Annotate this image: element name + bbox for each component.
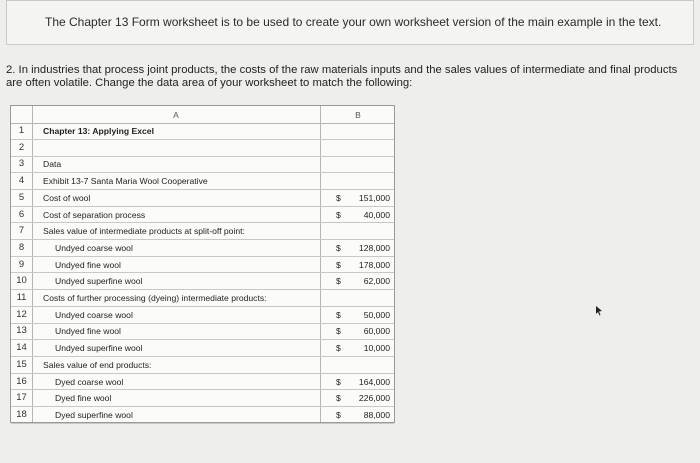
row-number[interactable]: 4 <box>18 175 25 187</box>
cell-a[interactable]: Sales value of end products: <box>43 359 152 370</box>
spreadsheet-row <box>11 273 394 290</box>
row-number[interactable]: 15 <box>16 358 27 370</box>
spreadsheet-row <box>11 257 394 274</box>
row-number[interactable]: 17 <box>16 392 27 404</box>
cell-a[interactable]: Data <box>43 159 62 170</box>
currency-symbol: $ <box>336 393 341 404</box>
cell-b[interactable]: 10,000 <box>363 343 390 354</box>
row-number[interactable]: 16 <box>16 375 27 387</box>
column-header-row <box>11 106 394 124</box>
row-number[interactable]: 9 <box>18 258 25 270</box>
cell-a[interactable]: Cost of wool <box>43 192 91 203</box>
cell-a[interactable]: Undyed fine wool <box>55 259 121 270</box>
row-number[interactable]: 1 <box>18 125 25 136</box>
cell-a[interactable]: Sales value of intermediate products at split-off point: <box>43 226 245 237</box>
cell-b[interactable]: 164,000 <box>358 376 390 387</box>
row-number[interactable]: 7 <box>18 225 25 237</box>
cell-a[interactable]: Chapter 13: Applying Excel <box>43 126 154 136</box>
spreadsheet-row <box>11 323 394 340</box>
spreadsheet-row <box>11 207 394 224</box>
cell-b[interactable]: 151,000 <box>358 192 390 203</box>
row-number[interactable]: 8 <box>18 241 25 253</box>
spreadsheet-row <box>11 307 394 324</box>
cell-a[interactable]: Dyed fine wool <box>55 393 112 404</box>
cell-b[interactable]: 226,000 <box>358 393 390 404</box>
row-number[interactable]: 6 <box>18 208 25 220</box>
question-line-2: are often volatile. Change the data area of your worksheet to match the following: <box>6 76 413 89</box>
currency-symbol: $ <box>336 192 341 203</box>
spreadsheet-row <box>11 357 394 374</box>
column-header-a[interactable]: A <box>173 109 179 120</box>
cell-a[interactable]: Dyed coarse wool <box>55 376 124 387</box>
cell-a[interactable]: Cost of separation process <box>43 209 146 220</box>
row-number[interactable]: 5 <box>18 191 25 203</box>
question-line-1: 2. In industries that process joint products, the costs of the raw materials inputs and the sales values of intermediate and final products <box>6 64 678 76</box>
currency-symbol: $ <box>336 409 341 420</box>
select-all-corner[interactable] <box>11 106 33 123</box>
currency-symbol: $ <box>336 242 341 253</box>
cell-a[interactable]: Undyed fine wool <box>55 326 121 337</box>
spreadsheet-row <box>11 123 394 140</box>
cell-a[interactable]: Dyed superfine wool <box>55 409 133 420</box>
spreadsheet-row <box>11 173 394 190</box>
cell-a[interactable]: Undyed coarse wool <box>55 242 133 253</box>
currency-symbol: $ <box>336 343 341 354</box>
row-number[interactable]: 12 <box>16 308 27 320</box>
currency-symbol: $ <box>336 326 341 337</box>
spreadsheet <box>10 105 395 423</box>
cell-b[interactable]: 50,000 <box>363 309 390 320</box>
spreadsheet-row <box>11 190 394 207</box>
row-number[interactable]: 18 <box>16 408 27 420</box>
spreadsheet-row <box>11 223 394 240</box>
spreadsheet-row <box>11 374 394 391</box>
cell-b[interactable]: 178,000 <box>358 259 390 270</box>
currency-symbol: $ <box>336 259 341 270</box>
spreadsheet-row <box>11 340 394 357</box>
spreadsheet-row <box>11 407 394 424</box>
cell-a[interactable]: Costs of further processing (dyeing) intermediate products: <box>43 293 267 303</box>
spreadsheet-row <box>11 140 394 157</box>
cell-a[interactable]: Undyed superfine wool <box>55 343 143 354</box>
spreadsheet-row <box>11 390 394 407</box>
cell-a[interactable]: Undyed coarse wool <box>55 309 133 320</box>
cell-b[interactable]: 88,000 <box>363 409 390 420</box>
cell-b[interactable]: 60,000 <box>363 326 390 337</box>
currency-symbol: $ <box>336 209 341 220</box>
intro-text: The Chapter 13 Form worksheet is to be used to create your own worksheet version of the main example in the text. <box>45 15 662 29</box>
currency-symbol: $ <box>336 376 341 387</box>
question-text <box>6 64 694 89</box>
column-header-b[interactable]: B <box>355 109 361 120</box>
cell-a[interactable]: Exhibit 13-7 Santa Maria Wool Cooperative <box>43 176 208 187</box>
cell-a[interactable]: Undyed superfine wool <box>55 276 143 287</box>
row-number[interactable]: 2 <box>18 141 25 153</box>
row-number[interactable]: 11 <box>16 292 27 303</box>
row-number[interactable]: 10 <box>16 275 27 287</box>
intro-box <box>6 0 694 45</box>
spreadsheet-row <box>11 240 394 257</box>
spreadsheet-row <box>11 156 394 173</box>
cell-b[interactable]: 62,000 <box>363 276 390 287</box>
spreadsheet-row <box>11 290 394 307</box>
row-number[interactable]: 14 <box>16 342 27 354</box>
cell-b[interactable]: 128,000 <box>358 242 390 253</box>
currency-symbol: $ <box>336 276 341 287</box>
cell-b[interactable]: 40,000 <box>363 209 390 220</box>
row-number[interactable]: 3 <box>18 158 25 170</box>
row-number[interactable]: 13 <box>16 325 27 337</box>
currency-symbol: $ <box>336 309 341 320</box>
